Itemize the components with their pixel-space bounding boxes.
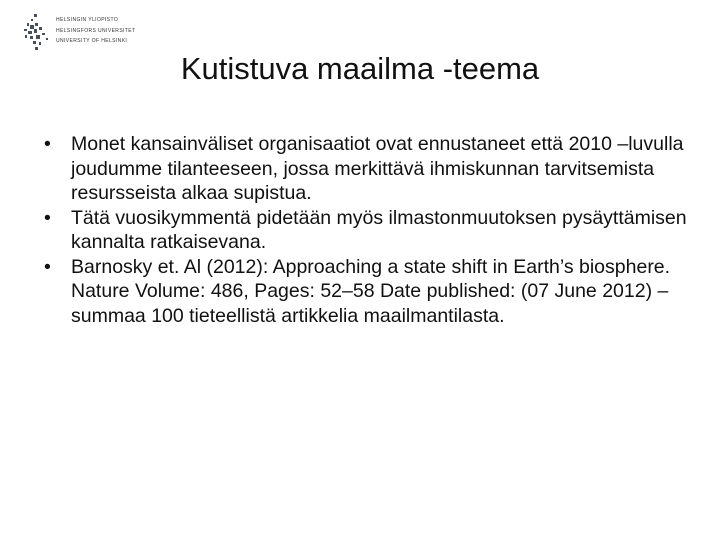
bullet-item [44,255,704,329]
bullet-text: Tätä vuosikymmentä pidetään myös ilmastonmuutoksen pysäyttämisen kannalta ratkaisevana. [71,206,687,253]
university-seal-icon [22,14,52,52]
bullet-item [44,132,704,206]
bullet-text: Monet kansainväliset organisaatiot ovat ennustaneet että 2010 –luvulla joudumme tilanteeseen, jossa merkittävä ihmiskunnan tarvitsemista resursseista alkaa supistua. [71,133,684,204]
university-name-en: UNIVERSITY OF HELSINKI [56,38,128,44]
university-logo [22,14,136,54]
university-name [56,15,136,47]
bullet-list [44,132,704,328]
bullet-marker: • [44,133,51,155]
university-name-sv: HELSINGFORS UNIVERSITET [56,27,136,34]
bullet-item [44,206,704,255]
bullet-marker: • [44,255,51,278]
university-name-fi: HELSINGIN YLIOPISTO [56,17,119,23]
slide-title: Kutistuva maailma -teema [180,51,540,86]
bullet-marker: • [44,206,51,229]
bullet-text: Barnosky et. Al (2012): Approaching a state shift in Earth’s biosphere. Nature Volume: 486, Pages: 52–58 Date published: (07 June 2012) – summaa 100 tieteellistä artikkelia maailmantilasta. [71,255,671,327]
